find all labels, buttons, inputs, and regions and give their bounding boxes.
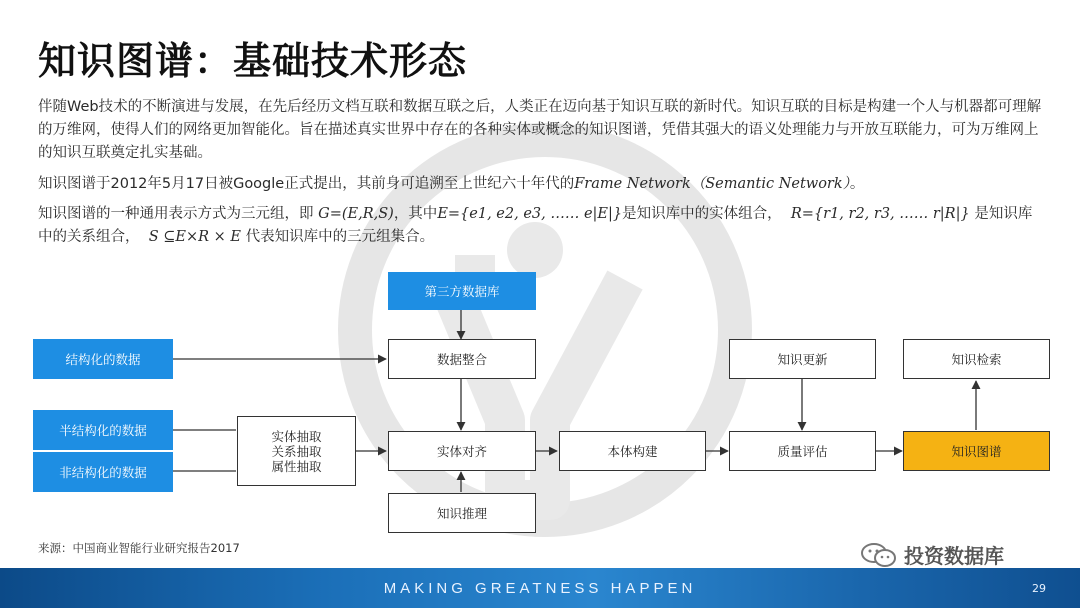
knowledge-graph-box: 知识图谱 <box>903 431 1050 471</box>
structured-data-box: 结构化的数据 <box>33 339 173 379</box>
history-end: 。 <box>849 176 865 192</box>
triple-paragraph <box>38 203 1043 249</box>
ontology-building-box: 本体构建 <box>559 431 706 471</box>
triple-text-4: 是知识库中的关系组合， <box>38 206 1033 245</box>
extraction-box: 实体抽取 关系抽取 属性抽取 <box>237 416 356 486</box>
triple-formula-s: S ⊆E×R × E <box>148 229 242 245</box>
knowledge-reasoning-box: 知识推理 <box>388 493 536 533</box>
unstructured-data-box: 非结构化的数据 <box>33 452 173 492</box>
history-text: 知识图谱于2012年5月17日被Google正式提出，其前身可追溯至上世纪六十年代的 <box>38 176 575 192</box>
intro-paragraph: 伴随Web技术的不断演进与发展，在先后经历文档互联和数据互联之后，人类正在迈向基于知识互联的新时代。知识互联的目标是构建一个人与机器都可理解的万维网，使得人们的网络更加智能化。旨在描述真实世界中存在的各种实体或概念的知识图谱，凭借其强大的语义处理能力与开放互联能力，可为万维网上的知识互联奠定扎实基础。 <box>38 99 1042 161</box>
history-paragraph <box>38 173 1043 196</box>
page-number: 29 <box>1032 582 1046 595</box>
triple-text-2: ，其中 <box>393 206 438 222</box>
quality-assessment-box: 质量评估 <box>729 431 876 471</box>
brand-name: 投资数据库 <box>904 544 1004 568</box>
third-party-db-box: 第三方数据库 <box>388 272 536 310</box>
history-term: Frame Network（Semantic Network） <box>574 176 850 192</box>
triple-formula-r: R={r1, r2, r3, …… r|R|} <box>790 206 970 222</box>
page-title: 知识图谱：基础技术形态 <box>38 39 468 83</box>
source-note: 来源：中国商业智能行业研究报告2017 <box>38 541 240 555</box>
triple-text-3: 是知识库中的实体组合， <box>622 206 782 222</box>
entity-alignment-box: 实体对齐 <box>388 431 536 471</box>
footer-bar <box>0 568 1080 608</box>
brand-watermark <box>860 540 1004 569</box>
triple-formula-g: G=(E,R,S) <box>318 206 394 222</box>
triple-formula-e: E={e1, e2, e3, …… e|E|} <box>437 206 623 222</box>
knowledge-update-box: 知识更新 <box>729 339 876 379</box>
triple-text-5: 代表知识库中的三元组集合。 <box>245 229 435 245</box>
footer-tagline: MAKING GREATNESS HAPPEN <box>383 580 697 597</box>
wechat-icon <box>860 542 898 568</box>
data-integration-box: 数据整合 <box>388 339 536 379</box>
triple-text-1: 知识图谱的一种通用表示方式为三元组，即 <box>38 206 319 222</box>
knowledge-retrieval-box: 知识检索 <box>903 339 1050 379</box>
semi-structured-data-box: 半结构化的数据 <box>33 410 173 450</box>
